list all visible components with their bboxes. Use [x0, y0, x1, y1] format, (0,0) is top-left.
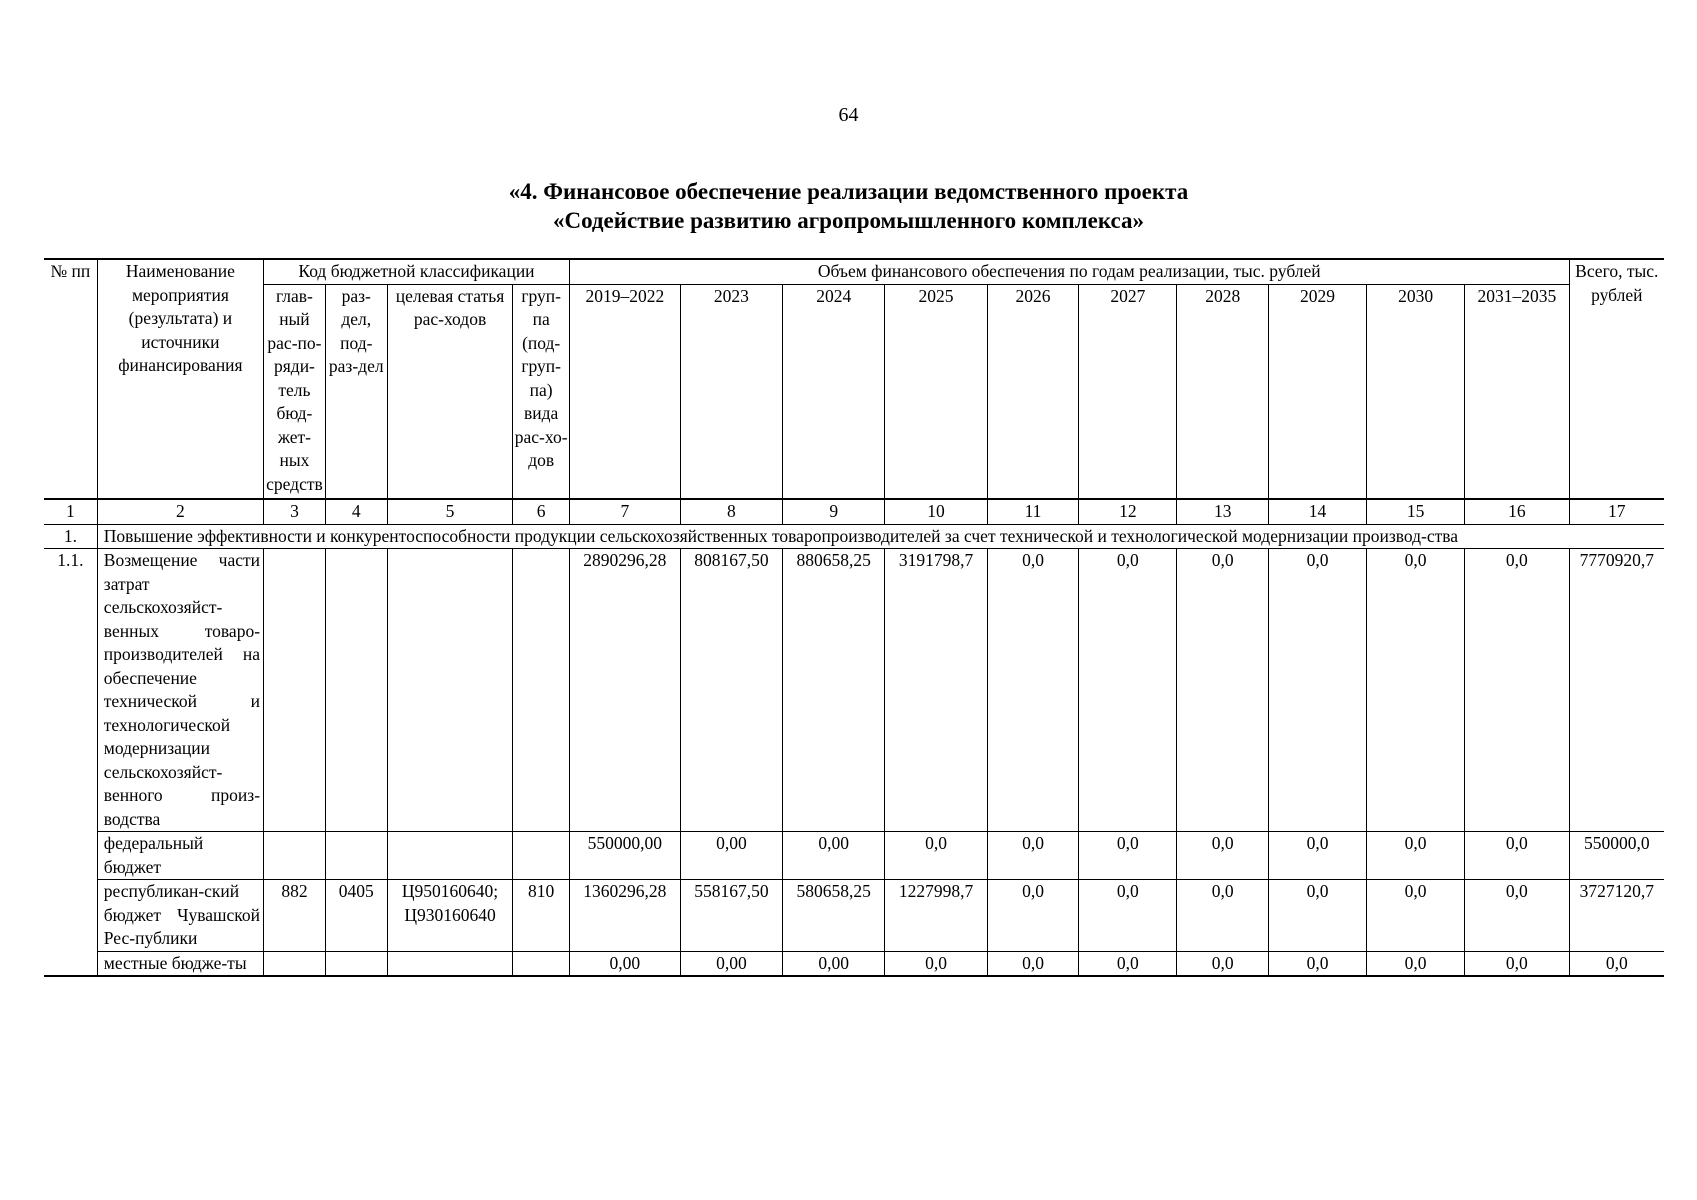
row-name: федеральный бюджет — [97, 832, 263, 880]
section-row — [44, 524, 1664, 549]
row-name: республикан-ский бюджет Чувашской Рес-публики — [97, 880, 263, 952]
column-numbers-row — [44, 499, 1664, 524]
column-number: 5 — [387, 499, 513, 524]
row-value: 0,00 — [783, 951, 885, 976]
row-value: 558167,50 — [680, 880, 782, 952]
row-value: 0,0 — [1079, 880, 1177, 952]
row-value: 550000,00 — [569, 832, 680, 880]
row-num — [44, 880, 97, 952]
row-value: 0,00 — [680, 951, 782, 976]
row-value: 0,0 — [1465, 832, 1569, 880]
row-value: 0,0 — [1269, 832, 1367, 880]
row-num — [44, 832, 97, 880]
row-value: 0,0 — [987, 832, 1079, 880]
header-kbk: Код бюджетной классификации — [264, 259, 570, 284]
row-csr: Ц950160640; Ц930160640 — [387, 880, 513, 952]
row-total: 7770920,7 — [1569, 549, 1664, 832]
row-csr — [387, 951, 513, 976]
row-name: Возмещение части затрат сельскохозяйст-венных товаро-производителей на обеспечение технической и технологической модернизации сельскохозяйст-венного произ-водства — [97, 549, 263, 832]
column-number: 2 — [97, 499, 263, 524]
table-row — [44, 951, 1664, 976]
row-value: 0,0 — [1177, 549, 1269, 832]
row-value: 0,0 — [1079, 832, 1177, 880]
row-value: 0,0 — [885, 951, 987, 976]
row-value: 0,0 — [1367, 832, 1465, 880]
row-value: 0,0 — [1079, 549, 1177, 832]
row-grbs: 882 — [264, 880, 326, 952]
header-year: 2023 — [680, 284, 782, 499]
row-value: 0,0 — [885, 832, 987, 880]
row-rzpr — [325, 832, 387, 880]
row-value: 0,0 — [1367, 951, 1465, 976]
column-number: 1 — [44, 499, 97, 524]
column-number: 12 — [1079, 499, 1177, 524]
row-value: 1360296,28 — [569, 880, 680, 952]
column-number: 13 — [1177, 499, 1269, 524]
document-title — [0, 177, 1697, 235]
column-number: 4 — [325, 499, 387, 524]
row-value: 0,0 — [1177, 951, 1269, 976]
row-rzpr: 0405 — [325, 880, 387, 952]
row-vr — [513, 832, 570, 880]
row-name: местные бюдже-ты — [97, 951, 263, 976]
financing-table — [44, 258, 1664, 977]
row-value: 0,0 — [987, 951, 1079, 976]
column-number: 14 — [1269, 499, 1367, 524]
section-title: Повышение эффективности и конкурентоспособности продукции сельскохозяйственных товаропроизводителей за счет технической и технологической модернизации производ-ства — [97, 524, 1664, 549]
row-csr — [387, 832, 513, 880]
header-year: 2030 — [1367, 284, 1465, 499]
header-grbs: глав-ный рас-по-ряди-тель бюд-жет-ных средств — [264, 284, 326, 499]
row-vr: 810 — [513, 880, 570, 952]
row-value: 0,0 — [1465, 951, 1569, 976]
page-number: 64 — [838, 104, 859, 126]
column-number: 11 — [987, 499, 1079, 524]
row-value: 2890296,28 — [569, 549, 680, 832]
column-number: 10 — [885, 499, 987, 524]
row-value: 580658,25 — [783, 880, 885, 952]
row-csr — [387, 549, 513, 832]
header-year: 2025 — [885, 284, 987, 499]
section-num: 1. — [44, 524, 97, 549]
row-value: 0,0 — [1269, 951, 1367, 976]
column-number: 15 — [1367, 499, 1465, 524]
row-vr — [513, 549, 570, 832]
table-row — [44, 549, 1664, 832]
column-number: 7 — [569, 499, 680, 524]
header-year: 2026 — [987, 284, 1079, 499]
row-value: 808167,50 — [680, 549, 782, 832]
row-value: 0,0 — [1465, 549, 1569, 832]
column-number: 17 — [1569, 499, 1664, 524]
header-year: 2028 — [1177, 284, 1269, 499]
row-rzpr — [325, 549, 387, 832]
row-value: 0,0 — [1269, 880, 1367, 952]
header-name: Наименование мероприятия (результата) и источники финансирования — [97, 259, 263, 499]
table-row — [44, 880, 1664, 952]
row-value: 0,0 — [1367, 880, 1465, 952]
column-number: 16 — [1465, 499, 1569, 524]
column-number: 8 — [680, 499, 782, 524]
column-number: 6 — [513, 499, 570, 524]
row-vr — [513, 951, 570, 976]
row-value: 0,0 — [1269, 549, 1367, 832]
row-value: 0,0 — [1177, 880, 1269, 952]
row-total: 3727120,7 — [1569, 880, 1664, 952]
row-value: 880658,25 — [783, 549, 885, 832]
row-value: 0,0 — [1465, 880, 1569, 952]
row-value: 0,0 — [1079, 951, 1177, 976]
header-total: Всего, тыс. рублей — [1569, 259, 1664, 499]
column-number: 3 — [264, 499, 326, 524]
row-value: 0,00 — [783, 832, 885, 880]
row-value: 0,00 — [680, 832, 782, 880]
row-grbs — [264, 549, 326, 832]
title-line-2: «Содействие развитию агропромышленного комплекса» — [552, 208, 1145, 233]
header-vr: груп-па (под-груп-па) вида рас-хо-дов — [513, 284, 570, 499]
row-grbs — [264, 951, 326, 976]
header-year: 2029 — [1269, 284, 1367, 499]
row-value: 0,0 — [1177, 832, 1269, 880]
header-row-2 — [44, 284, 1664, 499]
row-value: 0,0 — [1367, 549, 1465, 832]
header-year: 2027 — [1079, 284, 1177, 499]
header-rzpr: раз-дел, под-раз-дел — [325, 284, 387, 499]
row-rzpr — [325, 951, 387, 976]
header-csr: целевая статья рас-ходов — [387, 284, 513, 499]
header-year: 2031–2035 — [1465, 284, 1569, 499]
row-value: 1227998,7 — [885, 880, 987, 952]
header-year: 2019–2022 — [569, 284, 680, 499]
header-num: № пп — [44, 259, 97, 499]
row-value: 0,0 — [987, 880, 1079, 952]
header-row-1 — [44, 259, 1664, 284]
row-value: 0,0 — [987, 549, 1079, 832]
row-total: 0,0 — [1569, 951, 1664, 976]
row-value: 0,00 — [569, 951, 680, 976]
row-grbs — [264, 832, 326, 880]
header-year: 2024 — [783, 284, 885, 499]
row-num — [44, 951, 97, 976]
title-line-1: «4. Финансовое обеспечение реализации ведомственного проекта — [508, 179, 1189, 204]
table-row — [44, 832, 1664, 880]
header-volume: Объем финансового обеспечения по годам реализации, тыс. рублей — [569, 259, 1569, 284]
column-number: 9 — [783, 499, 885, 524]
row-total: 550000,0 — [1569, 832, 1664, 880]
row-value: 3191798,7 — [885, 549, 987, 832]
row-num: 1.1. — [44, 549, 97, 832]
